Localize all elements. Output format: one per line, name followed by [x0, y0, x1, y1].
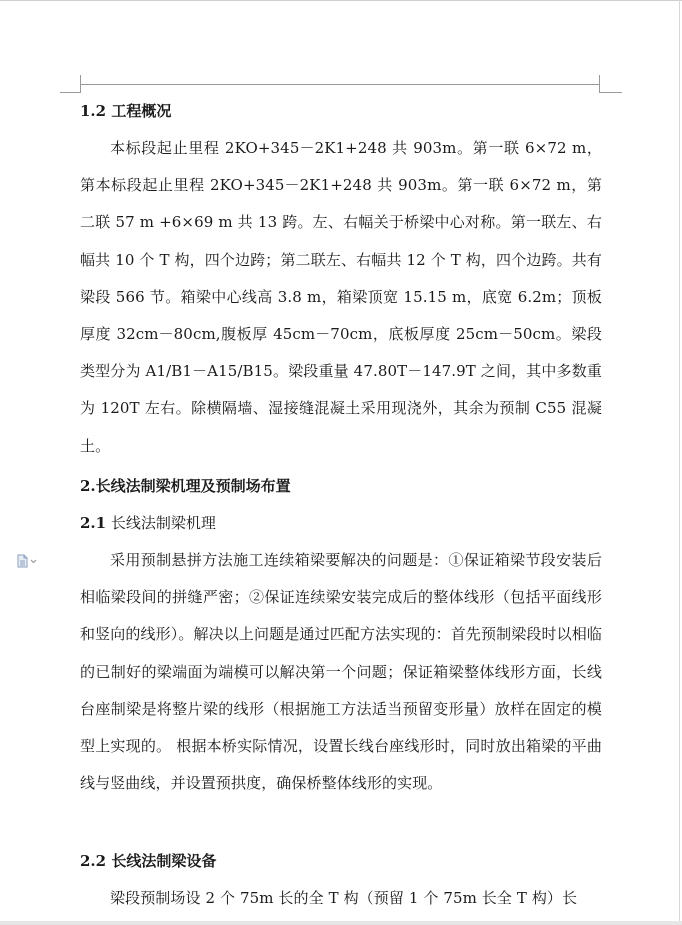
heading-1-2: 1.2 工程概况 [80, 102, 172, 120]
margin-mark-right-horizontal [599, 92, 622, 93]
heading-2-1 [80, 512, 216, 534]
paragraph-long-line-mechanism: 采用预制悬拼方法施工连续箱梁要解决的问题是：①保证箱梁节段安装后相临梁段间的拼缝严密；②保证连续梁安装完成后的整体线形（包括平面线形和竖向的线形）。解决以上问题是通过匹配方法实现的：首先预制梁段时以相临的已制好的梁端面为端模可以解决第一个问题；保证箱梁整体线形方面，长线台座制梁是将整片梁的线形（根据施工方法适当预留变形量）放样在固定的模型上实现的。 根据本桥实际情况，设置长线台座线形时，同时放出箱梁的平曲线与竖曲线，并设置预拱度，确保桥整体线形的实现。 [80, 551, 602, 793]
page-top-border [0, 0, 682, 1]
header-line [80, 84, 600, 85]
document-icon[interactable] [16, 553, 38, 567]
heading-2-2: 2.2 长线法制梁设备 [80, 852, 217, 870]
margin-mark-left-horizontal [60, 92, 81, 93]
bottom-strip [0, 921, 682, 925]
heading-2-1-number: 2.1 [80, 514, 107, 532]
margin-mark-left-vertical [80, 75, 81, 93]
paragraph-equipment: 梁段预制场设 2 个 75m 长的全 T 构（预留 1 个 75m 长全 T 构）长 [110, 889, 578, 907]
heading-2-1-text: 长线法制梁机理 [110, 514, 216, 532]
heading-2: 2.长线法制梁机理及预制场布置 [80, 477, 291, 495]
page-right-border [679, 0, 680, 925]
margin-mark-right-vertical [599, 75, 600, 93]
paragraph-project-overview: 本标段起止里程 2KO+345－2K1+248 共 903m。第一联 6×72 m，第本标段起止里程 2KO+345－2K1+248 共 903m。第一联 6×72 m，第二联 57 m +6×69 m 共 13 跨。左、右幅关于桥梁中心对称。第一联左、右幅共 10 个 T 构，四个边跨；第二联左、右幅共 12 个 T 构，四个边跨。共有梁段 566 节。箱梁中心线高 3.8 m，箱梁顶宽 15.15 m，底宽 6.2m；顶板厚度 32cm－80cm,腹板厚 45cm－70cm，底板厚度 25cm－50cm。梁段类型分为 A1/B1－A15/B15。梁段重量 47.80T－147.9T 之间，其中多数重为 120T 左右。除横隔墙、湿接缝混凝土采用现浇外，其余为预制 C55 混凝土。 [80, 139, 602, 455]
